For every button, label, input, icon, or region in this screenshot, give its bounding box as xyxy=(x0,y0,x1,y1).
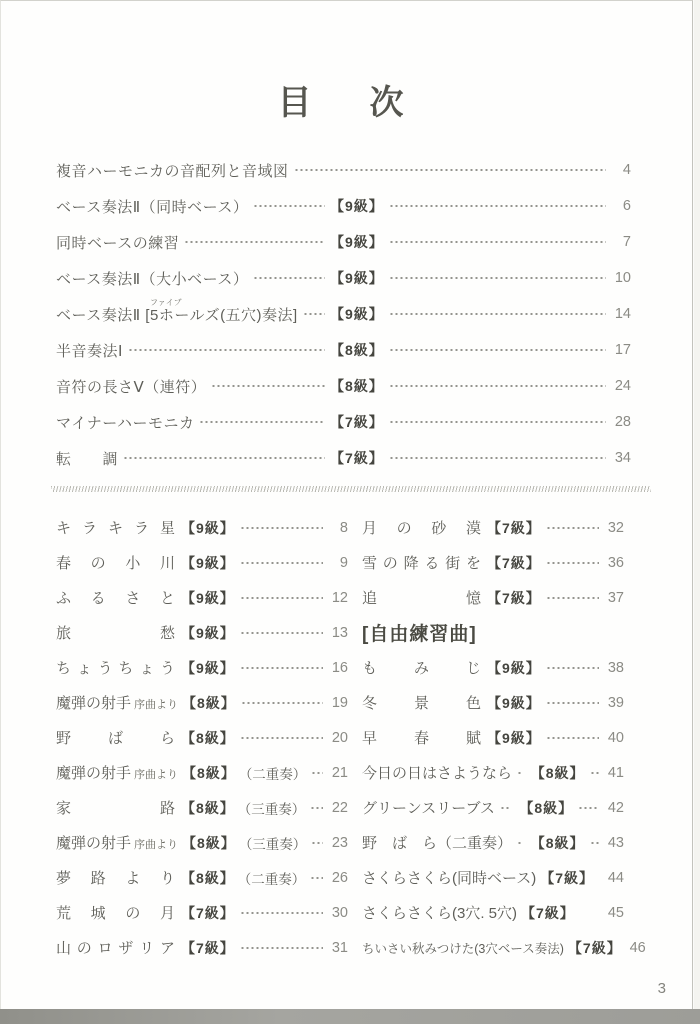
grade-badge: 【9級】 xyxy=(330,270,384,287)
toc-entry xyxy=(56,296,631,332)
dot-leader xyxy=(241,697,323,709)
grade-badge: 【9級】 xyxy=(487,694,541,711)
label-part: ベース奏法Ⅱ [ xyxy=(56,306,150,324)
entry-page: 10 xyxy=(614,270,631,287)
song-title-box xyxy=(56,797,177,818)
song-page: 20 xyxy=(331,729,348,746)
ensemble-note: （三重奏） xyxy=(238,836,307,852)
toc-entry xyxy=(56,152,631,188)
grade-badge: 【9級】 xyxy=(181,659,235,676)
dot-leader xyxy=(310,802,323,814)
song-title: キラキラ星 xyxy=(56,520,175,538)
dot-leader xyxy=(199,416,325,428)
song-page: 42 xyxy=(607,799,624,816)
dot-leader xyxy=(294,164,606,176)
entry-head xyxy=(56,376,330,397)
entry-head xyxy=(56,297,330,325)
dot-leader xyxy=(240,732,323,744)
song-page: 37 xyxy=(607,589,624,606)
grade-badge: 【8級】 xyxy=(181,729,235,746)
song-title: ちいさい秋みつけた(3穴ベース奏法) xyxy=(362,941,564,956)
ensemble-note: （二重奏） xyxy=(238,766,307,782)
song-row xyxy=(56,650,348,685)
song-row xyxy=(362,825,624,860)
entry-page: 14 xyxy=(614,306,631,323)
dot-leader xyxy=(240,522,323,534)
dot-leader xyxy=(240,907,323,919)
song-page: 22 xyxy=(331,799,348,816)
grade-badge: 【8級】 xyxy=(330,378,384,395)
grade-badge: 【8級】 xyxy=(182,694,236,711)
grade-badge: 【7級】 xyxy=(181,904,235,921)
dot-leader xyxy=(240,557,323,569)
entry-label: 同時ベースの練習 xyxy=(56,234,180,252)
toc-entry xyxy=(56,440,631,476)
grade-badge: 【8級】 xyxy=(181,869,235,886)
song-title-box xyxy=(56,867,177,888)
song-row xyxy=(56,895,348,930)
song-title: 荒城の月 xyxy=(56,905,175,923)
grade-badge: 【7級】 xyxy=(330,450,384,467)
song-title-box xyxy=(56,832,178,853)
dot-leader xyxy=(184,236,325,248)
song-title-box xyxy=(56,622,177,643)
song-title: 月の砂漠 xyxy=(362,520,481,538)
song-title: ちょうちょう xyxy=(56,660,175,678)
entry-label: 転 調 xyxy=(56,450,119,468)
grade-badge: 【8級】 xyxy=(182,764,236,781)
entry-head xyxy=(56,268,330,289)
song-page: 23 xyxy=(331,834,348,851)
dot-leader xyxy=(546,662,599,674)
song-title-box xyxy=(362,657,483,678)
song-title: 家路 xyxy=(56,800,175,818)
dot-leader xyxy=(240,942,323,954)
grade-badge: 【8級】 xyxy=(530,834,585,851)
song-title-box xyxy=(56,552,177,573)
song-page: 45 xyxy=(607,904,624,921)
ruby-annotated-text xyxy=(149,297,182,324)
entry-head xyxy=(56,196,330,217)
entry-page: 34 xyxy=(614,450,631,467)
grade-badge: 【9級】 xyxy=(330,306,384,323)
song-title: 野ばら xyxy=(56,730,175,748)
song-list-section xyxy=(56,510,646,965)
dot-leader xyxy=(517,837,522,849)
song-page: 41 xyxy=(607,764,624,781)
song-title-box xyxy=(56,902,177,923)
song-title: グリーンスリーブス xyxy=(362,800,495,818)
song-column-right xyxy=(362,510,646,965)
song-page: 26 xyxy=(331,869,348,886)
page-title: 目 次 xyxy=(277,84,416,122)
song-page: 36 xyxy=(607,554,624,571)
grade-badge: 【7級】 xyxy=(181,939,235,956)
song-row xyxy=(56,720,348,755)
dot-leader xyxy=(240,627,323,639)
song-title-box xyxy=(362,517,483,538)
song-title: 山のロザリア xyxy=(56,940,175,958)
dot-leader xyxy=(389,344,606,356)
song-page: 21 xyxy=(331,764,348,781)
entry-label: ベース奏法Ⅱ（大小ベース） xyxy=(56,270,249,288)
dot-leader xyxy=(240,592,323,604)
dot-leader xyxy=(546,697,599,709)
song-row xyxy=(362,860,624,895)
song-row xyxy=(56,755,348,790)
song-title: 旅愁 xyxy=(56,625,175,643)
ensemble-note: （二重奏） xyxy=(237,871,306,887)
grade-badge: 【9級】 xyxy=(181,624,235,641)
song-title: 夢路より xyxy=(56,870,175,888)
song-row xyxy=(362,510,624,545)
song-row xyxy=(56,685,348,720)
dot-leader xyxy=(311,767,323,779)
song-title-box xyxy=(362,552,483,573)
dot-leader xyxy=(123,452,325,464)
grade-badge: 【8級】 xyxy=(530,764,585,781)
song-page: 8 xyxy=(339,519,348,536)
toc-entry xyxy=(56,368,631,404)
song-page: 9 xyxy=(339,554,348,571)
grade-badge: 【7級】 xyxy=(540,869,595,886)
dot-leader xyxy=(546,522,599,534)
dot-leader xyxy=(389,308,606,320)
song-page: 40 xyxy=(607,729,624,746)
song-row xyxy=(362,720,624,755)
toc-entry xyxy=(56,188,631,224)
ruby-furigana: ファイブ xyxy=(149,297,182,307)
entry-page: 6 xyxy=(622,198,631,215)
scan-margin xyxy=(694,0,700,1009)
song-title-box xyxy=(362,939,564,957)
grade-badge: 【9級】 xyxy=(181,519,235,536)
song-title-box xyxy=(362,902,517,923)
song-title-box xyxy=(56,657,177,678)
grade-badge: 【8級】 xyxy=(330,342,384,359)
dot-leader xyxy=(578,802,599,814)
entry-page: 17 xyxy=(614,342,631,359)
song-row xyxy=(56,510,348,545)
ensemble-note: （三重奏） xyxy=(237,801,306,817)
grade-badge: 【9級】 xyxy=(330,198,384,215)
song-title: もみじ xyxy=(362,660,481,678)
entry-label: 音符の長さⅤ（連符） xyxy=(56,378,207,396)
dot-leader xyxy=(590,767,599,779)
song-title-box xyxy=(56,727,177,748)
song-suffix: 序曲より xyxy=(134,699,179,712)
entry-label: 半音奏法Ⅰ xyxy=(56,342,123,360)
song-row xyxy=(56,930,348,965)
song-title: さくらさくら(3穴. 5穴) xyxy=(362,905,518,923)
entry-label: マイナーハーモニカ xyxy=(56,414,195,432)
song-title: 魔弾の射手 xyxy=(56,835,132,853)
song-title: 雪の降る街を xyxy=(362,555,481,573)
entry-label: ベース奏法Ⅱ（同時ベース） xyxy=(56,198,249,216)
grade-badge: 【9級】 xyxy=(181,589,235,606)
song-row xyxy=(56,545,348,580)
dot-leader xyxy=(389,380,606,392)
song-title-box xyxy=(362,832,512,853)
grade-badge: 【7級】 xyxy=(487,554,541,571)
label-part: ホールズ(五穴)奏法] xyxy=(158,306,298,324)
grade-badge: 【9級】 xyxy=(487,729,541,746)
dot-leader xyxy=(500,802,510,814)
dot-leader xyxy=(590,837,599,849)
grade-badge: 【7級】 xyxy=(330,414,384,431)
song-page: 39 xyxy=(607,694,624,711)
dot-leader xyxy=(303,308,325,320)
song-row xyxy=(362,685,624,720)
song-title-box xyxy=(56,937,177,958)
song-title-box xyxy=(56,762,178,783)
song-row xyxy=(56,860,348,895)
grade-badge: 【9級】 xyxy=(487,659,541,676)
dot-leader xyxy=(389,272,606,284)
song-title-box xyxy=(362,587,483,608)
song-title: さくらさくら(同時ベース) xyxy=(362,870,537,888)
song-page: 43 xyxy=(607,834,624,851)
dot-leader xyxy=(389,200,606,212)
song-title-box xyxy=(362,797,495,818)
grade-badge: 【8級】 xyxy=(519,799,574,816)
entry-head xyxy=(56,448,330,469)
song-row xyxy=(362,790,624,825)
song-title-box xyxy=(362,727,483,748)
song-page: 16 xyxy=(331,659,348,676)
grade-badge: 【8級】 xyxy=(182,834,236,851)
song-title-box xyxy=(56,692,178,713)
song-row xyxy=(362,930,646,965)
song-row xyxy=(362,755,624,790)
song-page: 32 xyxy=(607,519,624,536)
scan-bottom-edge xyxy=(0,1009,700,1024)
song-row xyxy=(56,790,348,825)
song-page: 19 xyxy=(331,694,348,711)
song-row xyxy=(56,580,348,615)
dot-leader xyxy=(546,557,599,569)
entry-head xyxy=(56,340,330,361)
song-page: 46 xyxy=(629,939,646,956)
song-row xyxy=(362,895,624,930)
entry-page: 24 xyxy=(614,378,631,395)
dot-leader xyxy=(517,767,522,779)
toc-entry xyxy=(56,332,631,368)
entry-head xyxy=(56,232,330,253)
grade-badge: 【8級】 xyxy=(181,799,235,816)
song-title: 魔弾の射手 xyxy=(56,695,132,713)
song-page: 38 xyxy=(607,659,624,676)
song-page: 12 xyxy=(331,589,348,606)
song-row xyxy=(56,825,348,860)
song-suffix: 序曲より xyxy=(134,769,179,782)
grade-badge: 【9級】 xyxy=(181,554,235,571)
dot-leader xyxy=(240,662,323,674)
song-title-box xyxy=(56,587,177,608)
toc-entry xyxy=(56,260,631,296)
song-title: 野 ば ら（二重奏） xyxy=(362,835,513,853)
dot-leader xyxy=(546,592,599,604)
dot-leader xyxy=(311,837,323,849)
song-title: 冬景色 xyxy=(362,695,481,713)
song-row xyxy=(362,545,624,580)
entry-head xyxy=(56,412,330,433)
song-title-box xyxy=(362,867,536,888)
song-title-box xyxy=(56,517,177,538)
song-title: 追憶 xyxy=(362,590,481,608)
song-title: 今日の日はさようなら xyxy=(362,765,513,783)
toc-main-section xyxy=(56,152,631,476)
dot-leader xyxy=(211,380,325,392)
dot-leader xyxy=(389,452,606,464)
dot-leader xyxy=(310,872,323,884)
entry-label xyxy=(56,297,298,325)
song-title: 春の小川 xyxy=(56,555,175,573)
song-title-box xyxy=(362,692,483,713)
ruby-base: 5 xyxy=(149,306,159,324)
grade-badge: 【7級】 xyxy=(487,589,541,606)
song-page: 30 xyxy=(331,904,348,921)
song-column-left xyxy=(56,510,348,965)
section-header: [自由練習曲] xyxy=(362,624,477,646)
song-title: ふるさと xyxy=(56,590,175,608)
grade-badge: 【7級】 xyxy=(487,519,541,536)
song-title: 魔弾の射手 xyxy=(56,765,132,783)
song-title-box xyxy=(362,762,512,783)
entry-page: 4 xyxy=(622,162,631,179)
song-row xyxy=(362,580,624,615)
song-title: 早春賦 xyxy=(362,730,481,748)
page-number: 3 xyxy=(657,980,666,997)
toc-entry xyxy=(56,404,631,440)
entry-label: 複音ハーモニカの音配列と音域図 xyxy=(56,162,289,180)
dot-leader xyxy=(546,732,599,744)
song-row xyxy=(56,615,348,650)
dot-leader xyxy=(389,236,606,248)
song-row xyxy=(362,650,624,685)
dot-leader xyxy=(389,416,606,428)
decorative-divider xyxy=(51,486,651,492)
dot-leader xyxy=(128,344,325,356)
grade-badge: 【7級】 xyxy=(567,939,622,956)
song-page: 13 xyxy=(331,624,348,641)
song-suffix: 序曲より xyxy=(134,839,179,852)
entry-page: 7 xyxy=(622,234,631,251)
entry-page: 28 xyxy=(614,414,631,431)
dot-leader xyxy=(253,200,325,212)
song-page: 44 xyxy=(607,869,624,886)
song-page: 31 xyxy=(331,939,348,956)
grade-badge: 【9級】 xyxy=(330,234,384,251)
dot-leader xyxy=(253,272,325,284)
toc-entry xyxy=(56,224,631,260)
grade-badge: 【7級】 xyxy=(521,904,575,921)
